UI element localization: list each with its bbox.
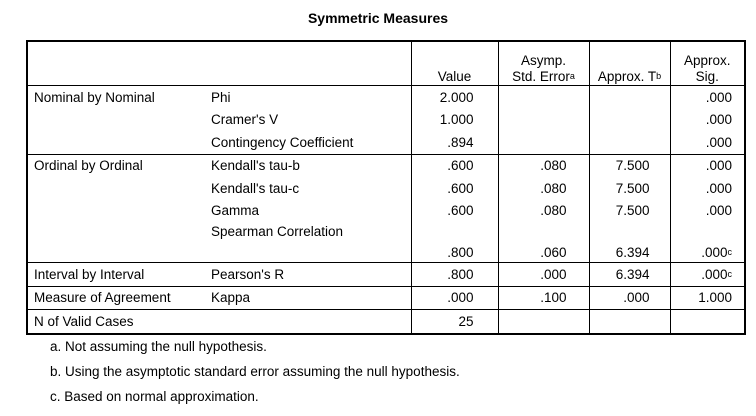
value-cell: .800 — [411, 263, 498, 287]
value-cell: 1.000 — [411, 109, 498, 132]
group-label: Interval by Interval — [27, 263, 205, 287]
group-label — [27, 131, 205, 154]
table-row — [27, 263, 745, 287]
value-cell: .600 — [411, 200, 498, 223]
measure-label: Kendall's tau-b — [211, 158, 300, 174]
approx-sig-cell: 1.000 — [670, 286, 745, 310]
std-error-cell: .060 — [498, 222, 589, 263]
footnote-marker: a — [569, 71, 575, 81]
std-error-cell — [498, 86, 589, 109]
table-row — [27, 310, 745, 334]
measure-label: Contingency Coefficient — [205, 131, 411, 154]
approx-sig-cell: .000 — [670, 200, 745, 223]
measure-label: Kendall's tau-c — [211, 180, 300, 196]
measure-label — [205, 310, 411, 334]
group-label: Ordinal by Ordinal — [34, 158, 143, 174]
std-error-cell: .080 — [498, 154, 589, 177]
approx-t-cell — [589, 86, 670, 109]
measure-label: Cramer's V — [211, 112, 279, 128]
approx-sig-cell: .000 — [670, 154, 745, 177]
column-header-value: Value — [411, 41, 498, 86]
group-label — [27, 109, 205, 132]
table-row — [27, 222, 745, 263]
table-row — [27, 200, 745, 223]
group-label — [27, 200, 205, 223]
table-title: Symmetric Measures — [307, 10, 449, 26]
footnote-b: b. Using the asymptotic standard error assuming the null hypothesis. — [50, 364, 460, 379]
group-label: Measure of Agreement — [27, 286, 205, 310]
footnote-a: a. Not assuming the null hypothesis. — [50, 339, 267, 354]
approx-sig-cell: .000 — [670, 86, 745, 109]
footnote-marker: c — [727, 268, 732, 279]
table-row — [27, 154, 745, 177]
approx-sig-cell — [670, 310, 745, 334]
symmetric-measures-table — [26, 40, 746, 335]
std-error-cell — [498, 109, 589, 132]
approx-t-cell: .000 — [589, 286, 670, 310]
footnote-c: c. Based on normal approximation. — [50, 389, 259, 404]
approx-t-cell: 6.394 — [589, 222, 670, 263]
std-error-cell — [498, 310, 589, 334]
approx-t-cell — [589, 310, 670, 334]
table-row — [27, 177, 745, 200]
footnote-marker: b — [656, 71, 662, 81]
std-error-cell: .080 — [498, 200, 589, 223]
table-row — [27, 86, 745, 109]
table-row — [27, 109, 745, 132]
column-header-std-error: Asymp. Std. Error$^a$ — [498, 41, 589, 86]
value-cell: .600 — [411, 154, 498, 177]
measure-label: Gamma — [211, 203, 260, 219]
column-header-approx-t: Approx. $T^b$ — [589, 41, 670, 86]
footnotes — [50, 334, 460, 409]
value-cell: 2.000 — [411, 86, 498, 109]
approx-t-cell: 7.500 — [589, 154, 670, 177]
std-error-cell: .100 — [498, 286, 589, 310]
approx-t-cell: 6.394 — [589, 263, 670, 287]
table-row — [27, 286, 745, 310]
header-row — [27, 41, 745, 86]
approx-t-cell — [589, 131, 670, 154]
group-label — [27, 177, 205, 200]
std-error-cell — [498, 131, 589, 154]
value-cell: 25 — [411, 310, 498, 334]
column-header-approx-sig: Approx. Sig. — [670, 41, 745, 86]
value-cell: .000 — [411, 286, 498, 310]
table-row — [27, 131, 745, 154]
approx-sig-cell: .000$^c$ — [670, 263, 745, 287]
approx-sig-cell: .000 — [670, 109, 745, 132]
measure-label: Kappa — [205, 286, 411, 310]
std-error-cell: .000 — [498, 263, 589, 287]
group-label: N of Valid Cases — [34, 313, 134, 329]
header-blank-cell — [205, 41, 411, 86]
value-cell: .800 — [411, 222, 498, 263]
group-label — [27, 222, 205, 263]
value-cell: .600 — [411, 177, 498, 200]
approx-sig-cell: .000$^c$ — [670, 222, 745, 263]
approx-t-cell: 7.500 — [589, 177, 670, 200]
approx-sig-cell: .000 — [670, 177, 745, 200]
measure-label: Pearson's R — [205, 263, 411, 287]
header-blank-cell — [27, 41, 205, 86]
group-label: Nominal by Nominal — [34, 89, 155, 105]
value-cell: .894 — [411, 131, 498, 154]
footnote-marker: c — [727, 247, 732, 257]
approx-t-cell: 7.500 — [589, 200, 670, 223]
measure-label: Phi — [211, 89, 231, 105]
approx-sig-cell: .000 — [670, 131, 745, 154]
std-error-cell: .080 — [498, 177, 589, 200]
approx-t-cell — [589, 109, 670, 132]
measure-label: Spearman Correlation — [205, 222, 411, 263]
